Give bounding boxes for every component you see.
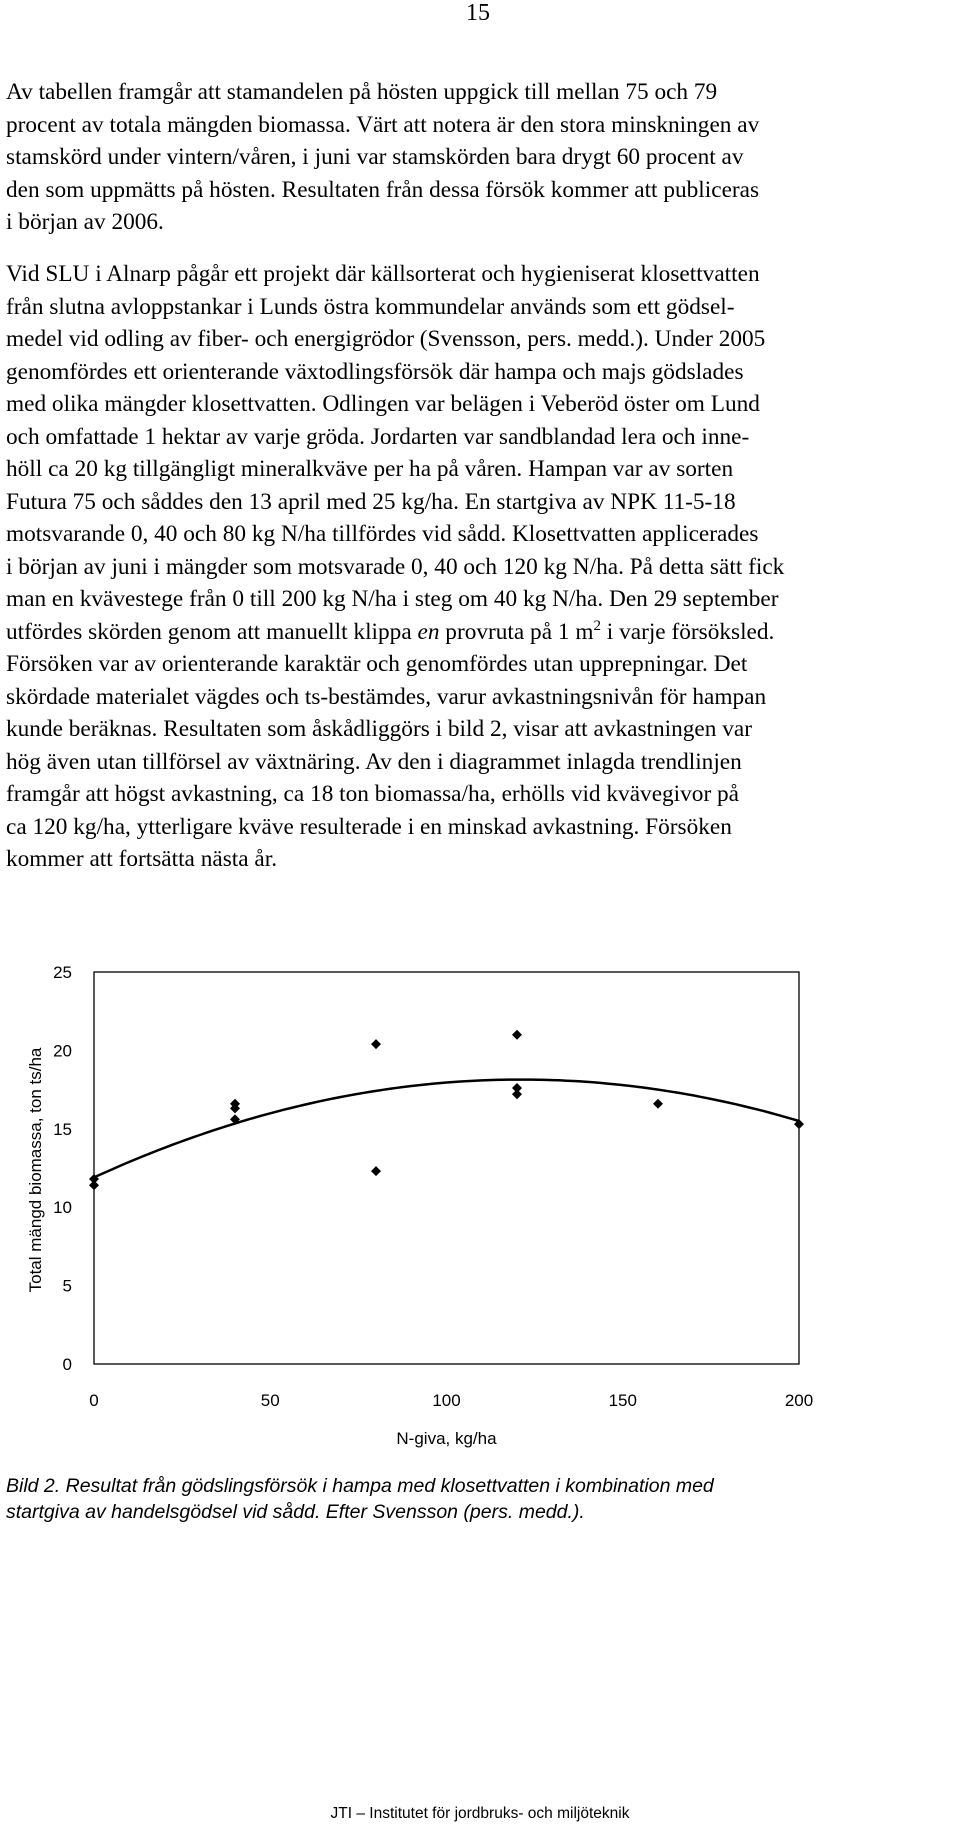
text-line: med olika mängder klosettvatten. Odlingen var belägen i Veberöd öster om Lund	[6, 391, 760, 417]
caption-line: Bild 2. Resultat från gödslingsförsök i hampa med klosettvatten i kombination med	[6, 1475, 714, 1497]
data-point	[512, 1030, 522, 1040]
y-tick-label: 0	[62, 1355, 72, 1374]
data-point	[653, 1099, 663, 1109]
text-line: i början av juni i mängder som motsvarade 0, 40 och 120 kg N/ha. På detta sätt fick	[6, 553, 785, 580]
text-line: man en kvävestege från 0 till 200 kg N/ha i steg om 40 kg N/ha. Den 29 september	[6, 586, 779, 612]
text-line: Futura 75 och såddes den 13 april med 25 kg/ha. En startgiva av NPK 11-5-18	[6, 488, 736, 515]
text-segment: provruta på 1 m	[439, 618, 594, 645]
trendline	[94, 1080, 799, 1178]
text-line: ca 120 kg/ha, ytterligare kväve resulterade i en minskad avkastning. Försöken	[6, 813, 732, 840]
text-line: stamskörd under vintern/våren, i juni var stamskörden bara drygt 60 procent av	[6, 144, 744, 170]
paragraph-1	[6, 76, 926, 239]
text-line	[6, 616, 926, 649]
data-points	[89, 1030, 804, 1191]
text-line: i början av 2006.	[6, 209, 164, 235]
x-tick-label: 50	[260, 1391, 280, 1410]
italic-word: en	[417, 618, 440, 645]
paragraph-2	[6, 258, 926, 876]
chart-tick-labels	[53, 963, 813, 1410]
text-line: framgår att högst avkastning, ca 18 ton biomassa/ha, erhölls vid kvävegivor på	[6, 781, 740, 807]
text-segment: utfördes skörden genom att manuellt klippa	[6, 618, 418, 645]
text-line: skördade materialet vägdes och ts-bestämdes, varur avkastningsnivån för hampan	[6, 683, 767, 710]
text-line: kunde beräknas. Resultaten som åskådliggörs i bild 2, visar att avkastningen var	[6, 716, 752, 742]
x-tick-label: 200	[784, 1391, 814, 1410]
text-segment: i varje försöksled.	[600, 618, 775, 645]
text-line: och omfattade 1 hektar av varje gröda. Jordarten var sandblandad lera och inne-	[6, 423, 750, 450]
text-line: medel vid odling av fiber- och energigrödor (Svensson, pers. medd.). Under 2005	[6, 326, 766, 352]
data-point	[371, 1166, 381, 1176]
y-tick-label: 5	[62, 1276, 72, 1296]
text-line: procent av totala mängden biomassa. Värt att notera är den stora minskningen av	[6, 111, 760, 138]
data-point	[371, 1039, 381, 1049]
text-line: Försöken var av orienterande karaktär och genomfördes utan upprepningar. Det	[6, 651, 748, 677]
biomass-scatter-chart	[0, 930, 960, 1450]
text-line: genomfördes ett orienterande växtodlingsförsök där hampa och majs gödslades	[6, 358, 744, 385]
plot-area-border	[94, 972, 799, 1364]
text-line: från slutna avloppstankar i Lunds östra kommundelar används som ett gödsel-	[6, 293, 735, 320]
x-tick-label: 150	[608, 1391, 637, 1410]
text-line: Av tabellen framgår att stamandelen på hösten uppgick till mellan 75 och 79	[6, 79, 718, 105]
caption-line: startgiva av handelsgödsel vid sådd. Efter Svensson (pers. medd.).	[6, 1501, 585, 1523]
superscript: 2	[593, 617, 601, 634]
x-tick-label: 0	[89, 1391, 99, 1410]
y-tick-label: 20	[53, 1041, 72, 1061]
text-line: den som uppmätts på hösten. Resultaten från dessa försök kommer att publiceras	[6, 176, 760, 203]
y-tick-label: 10	[53, 1198, 72, 1218]
text-line: motsvarande 0, 40 och 80 kg N/ha tillfördes vid sådd. Klosettvatten applicerades	[6, 521, 759, 547]
text-line: kommer att fortsätta nästa år.	[6, 846, 278, 872]
y-tick-label: 25	[53, 963, 72, 982]
page-number: 15	[466, 0, 490, 26]
page-footer: JTI – Institutet för jordbruks- och miljöteknik	[330, 1805, 630, 1822]
text-line: Vid SLU i Alnarp pågår ett projekt där källsorterat och hygieniserat klosettvatten	[6, 261, 760, 287]
figure-caption	[6, 1473, 936, 1525]
x-tick-label: 100	[432, 1391, 461, 1410]
text-line: hög även utan tillförsel av växtnäring. Av den i diagrammet inlagda trendlinjen	[6, 748, 742, 775]
y-axis-label: Total mängd biomassa, ton ts/ha	[26, 1047, 45, 1293]
text-line: höll ca 20 kg tillgängligt mineralkväve per ha på våren. Hampan var av sorten	[6, 456, 734, 482]
chart-axes	[94, 972, 799, 1364]
x-axis-label: N-giva, kg/ha	[396, 1429, 497, 1448]
data-point	[512, 1089, 522, 1099]
y-tick-label: 15	[53, 1119, 72, 1139]
